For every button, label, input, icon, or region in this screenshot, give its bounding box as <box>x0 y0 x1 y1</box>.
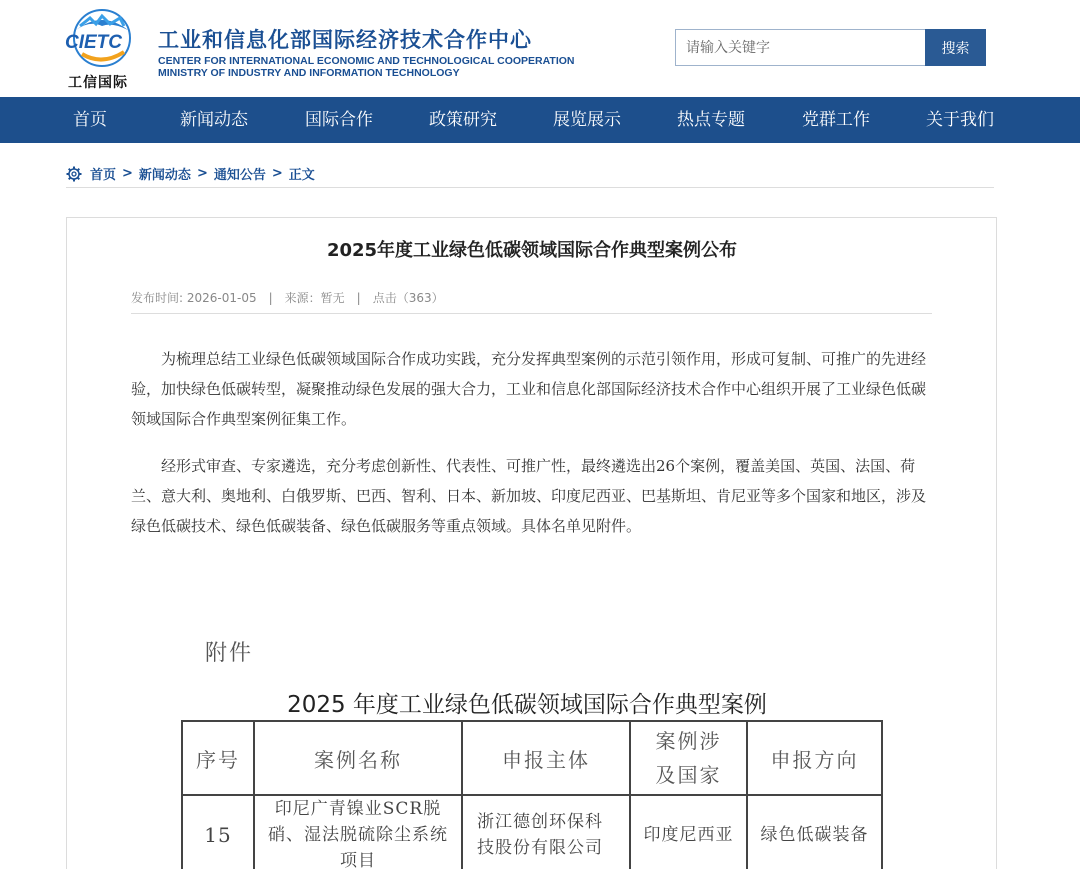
nav-item-policy-research[interactable]: 政策研究 <box>429 110 497 130</box>
publish-time: 发布时间: 2026-01-05 <box>131 291 257 305</box>
article-source: 来源：暂无 <box>284 291 345 305</box>
table-cell-direction: 绿色低碳装备 <box>747 795 882 869</box>
table-header-row <box>182 721 882 795</box>
attachment-label: 附件 <box>205 641 254 666</box>
table-header-cell: 案例涉及国家 <box>630 721 747 795</box>
svg-text:CIETC: CIETC <box>65 32 122 53</box>
table-header-cell: 申报主体 <box>462 721 630 795</box>
table-cell-country: 印度尼西亚 <box>630 795 747 869</box>
table-header-cell: 案例名称 <box>254 721 462 795</box>
nav-item-about-us[interactable]: 关于我们 <box>926 110 994 130</box>
table-cell-index: 15 <box>182 795 254 869</box>
breadcrumb-divider <box>66 187 994 188</box>
organization-name-en-2: MINISTRY OF INDUSTRY AND INFORMATION TECHNOLOGY <box>158 67 460 79</box>
nav-item-exhibitions[interactable]: 展览展示 <box>553 110 621 130</box>
gear-icon <box>66 166 82 182</box>
logo-chinese-name: 工信国际 <box>68 75 128 91</box>
main-nav <box>0 97 1080 143</box>
article-meta <box>131 289 444 306</box>
breadcrumb-news[interactable]: 新闻动态 <box>138 168 191 183</box>
search-input[interactable] <box>675 29 925 66</box>
table-header-cell: 序号 <box>182 721 254 795</box>
breadcrumb-separator: > <box>122 166 133 181</box>
attachment-title: 2025 年度工业绿色低碳领域国际合作典型案例 <box>287 692 767 718</box>
meta-divider: | <box>356 291 361 305</box>
breadcrumb-separator: > <box>271 166 283 181</box>
nav-item-home[interactable]: 首页 <box>73 110 107 130</box>
click-count: 点击（363） <box>372 291 444 305</box>
table-header-cell: 申报方向 <box>747 721 882 795</box>
breadcrumb-notices[interactable]: 通知公告 <box>213 168 266 183</box>
nav-item-news[interactable]: 新闻动态 <box>180 110 248 130</box>
nav-item-international-cooperation[interactable]: 国际合作 <box>305 110 373 130</box>
article-paragraph: 为梳理总结工业绿色低碳领域国际合作成功实践，充分发挥典型案例的示范引领作用，形成可复制、可推广的先进经验，加快绿色低碳转型，凝聚推动绿色发展的强大合力，工业和信息化部国际经济技术合作中心组织开展了工业绿色低碳领域国际合作典型案例征集工作。 <box>131 350 927 428</box>
article-title: 2025年度工业绿色低碳领域国际合作典型案例公布 <box>326 240 738 261</box>
search-button[interactable]: 搜索 <box>925 29 986 66</box>
attachment-table <box>181 720 883 869</box>
table-cell-applicant: 浙江德创环保科技股份有限公司 <box>462 795 630 869</box>
table-row <box>182 795 882 869</box>
nav-item-party-work[interactable]: 党群工作 <box>802 110 870 130</box>
meta-divider: | <box>268 291 273 305</box>
site-header <box>0 0 1080 97</box>
nav-item-hot-topics[interactable]: 热点专题 <box>677 110 745 130</box>
breadcrumb-home[interactable]: 首页 <box>90 168 117 183</box>
organization-name-en-1: CENTER FOR INTERNATIONAL ECONOMIC AND TECHNOLOGICAL COOPERATION <box>158 55 575 67</box>
breadcrumb-current: 正文 <box>288 168 315 183</box>
article-paragraph: 经形式审查、专家遴选，充分考虑创新性、代表性、可推广性，最终遴选出26个案例，覆盖美国、英国、法国、荷兰、意大利、奥地利、白俄罗斯、巴西、智利、日本、新加坡、印度尼西亚、巴基斯坦、肯尼亚等多个国家和地区，涉及绿色低碳技术、绿色低碳装备、绿色低碳服务等重点领域。具体名单见附件。 <box>131 457 927 535</box>
breadcrumb-separator: > <box>196 166 208 181</box>
breadcrumb <box>66 164 315 183</box>
organization-name-cn: 工业和信息化部国际经济技术合作中心 <box>158 28 532 52</box>
meta-divider-line <box>131 313 932 314</box>
table-cell-case-name: 印尼广青镍业SCR脱硝、湿法脱硫除尘系统项目 <box>254 795 462 869</box>
